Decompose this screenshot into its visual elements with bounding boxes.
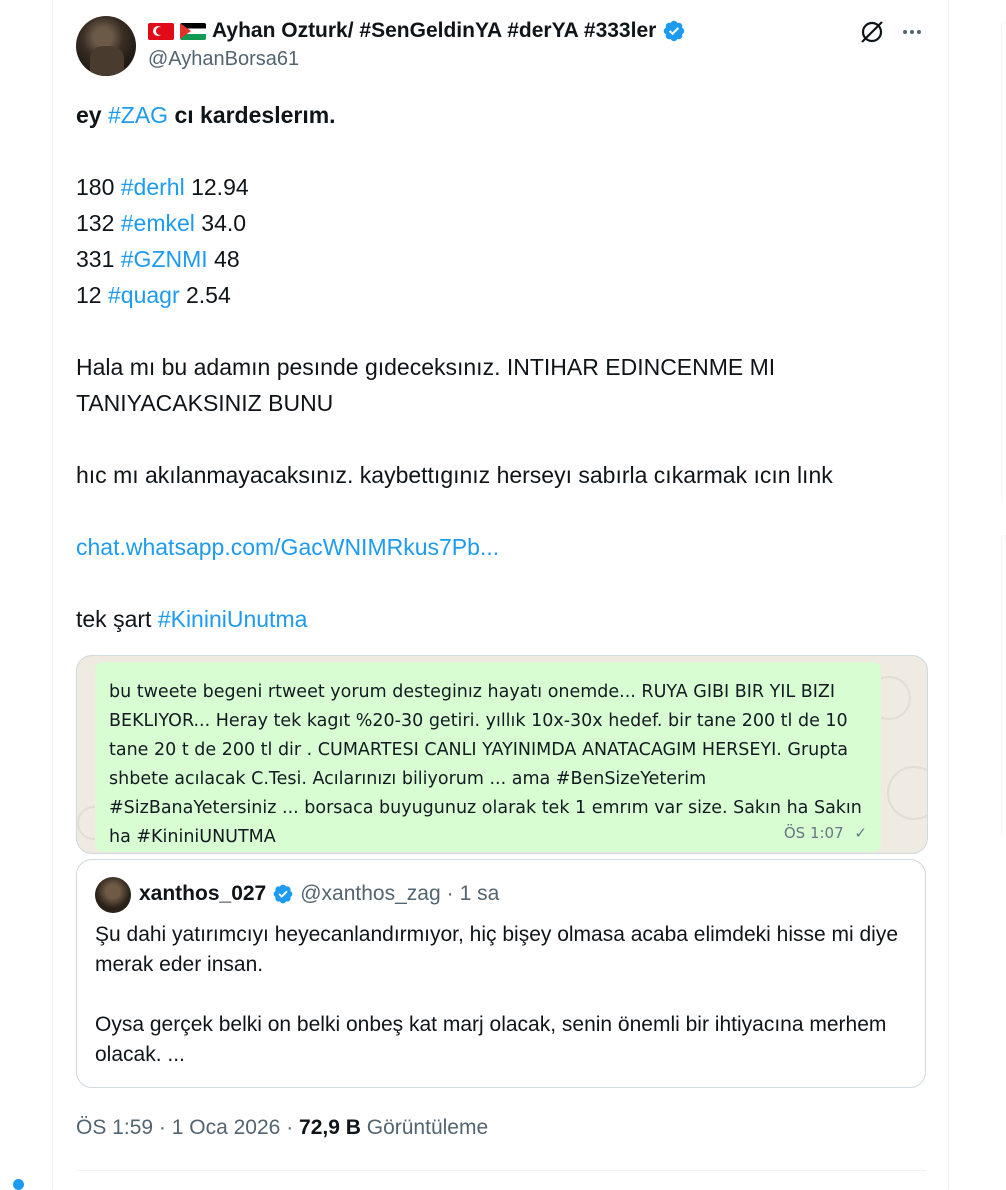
separator: · — [446, 882, 454, 905]
hashtag-link[interactable]: #emkel — [120, 210, 195, 236]
hashtag-link[interactable]: #ZAG — [107, 102, 169, 128]
palestine-flag-icon — [180, 23, 206, 40]
quoted-text — [95, 920, 905, 1070]
hashtag-link[interactable]: #KininiUnutma — [157, 606, 308, 632]
stock-price: 2.54 — [179, 282, 231, 308]
quoted-paragraph: Şu dahi yatırımcıyı heyecanlandırmıyor, hiç bişey olmasa acaba elimdeki hisse mi diye merak eder insan. — [95, 923, 899, 976]
stock-qty: 132 — [76, 210, 121, 236]
hashtag-link[interactable]: #derhl — [120, 174, 185, 200]
doodle — [887, 766, 928, 820]
whatsapp-link[interactable]: chat.whatsapp.com/GacWNIMRkus7Pb... — [76, 534, 500, 560]
hashtag-link[interactable]: #quagr — [107, 282, 180, 308]
quoted-tweet[interactable] — [76, 859, 926, 1088]
separator: · — [158, 1116, 166, 1139]
quoted-paragraph: Oysa gerçek belki on belki onbeş kat marj olacak, senin önemli bir ihtiyacına merhem olacak. ... — [95, 1013, 887, 1066]
tweet-time[interactable]: ÖS 1:59 — [76, 1116, 154, 1139]
stock-price: 12.94 — [184, 174, 249, 200]
quoted-age: 1 sa — [459, 882, 500, 905]
stock-price: 48 — [207, 246, 240, 272]
grok-icon[interactable] — [858, 18, 886, 46]
text: tek şart — [76, 606, 158, 632]
turkey-flag-icon — [148, 23, 174, 40]
divider — [76, 1170, 926, 1171]
sidebar-card-edge — [1001, 22, 1006, 501]
notification-dot — [13, 1179, 24, 1190]
text: ey — [76, 102, 108, 128]
author-name[interactable] — [148, 17, 686, 45]
stock-qty: 12 — [76, 282, 108, 308]
stock-qty: 180 — [76, 174, 121, 200]
quoted-header — [139, 882, 499, 906]
quoted-handle: @xanthos_zag — [300, 882, 441, 905]
stock-line — [76, 277, 936, 313]
quoted-avatar — [95, 877, 131, 913]
tweet-paragraph: Hala mı bu adamın pesınde gıdeceksınız. INTIHAR EDINCENME MI TANIYACAKSINIZ BUNU — [76, 354, 776, 416]
attached-image[interactable] — [76, 655, 928, 854]
stock-line — [76, 169, 936, 205]
check-icon: ✓ — [854, 824, 867, 842]
display-name[interactable]: Ayhan Ozturk/ #SenGeldinYA #derYA #333ler — [212, 19, 657, 42]
stock-line — [76, 241, 936, 277]
hashtag-link[interactable]: #GZNMI — [120, 246, 208, 272]
message-time-text: ÖS 1:07 — [783, 824, 844, 842]
separator: · — [286, 1116, 294, 1139]
verified-badge-icon — [662, 19, 686, 43]
stock-qty: 331 — [76, 246, 121, 272]
stock-list — [76, 169, 936, 313]
view-count: 72,9 B — [299, 1116, 361, 1139]
view-label: Görüntüleme — [366, 1116, 489, 1139]
more-options-icon[interactable] — [898, 18, 926, 46]
quoted-name: xanthos_027 — [139, 882, 267, 905]
tweet-paragraph: hıc mı akılanmayacaksınız. kaybettıgınız herseyı sabırla cıkarmak ıcın lınk — [76, 462, 833, 488]
verified-badge-icon — [272, 883, 294, 905]
message-time — [784, 819, 867, 848]
tweet-last-line — [76, 601, 936, 637]
stock-line — [76, 205, 936, 241]
sidebar-card-edge — [1001, 535, 1006, 836]
avatar[interactable] — [76, 16, 136, 76]
tweet-meta — [76, 1116, 488, 1140]
text: cı kardeslerım. — [168, 102, 336, 128]
tweet-line-1 — [76, 97, 936, 133]
stock-price: 34.0 — [194, 210, 247, 236]
author-handle[interactable]: @AyhanBorsa61 — [148, 48, 300, 70]
tweet-date[interactable]: 1 Oca 2026 — [171, 1116, 281, 1139]
whatsapp-message-bubble — [95, 662, 881, 852]
whatsapp-message: bu tweete begeni rtweet yorum desteginız hayatı onemde... RUYA GIBI BIR YIL BIZI BEKLIYOR... Heray tek kagıt %20-30 getiri. yıllık 10x-30x hedef. bir tane 200 tl de 10 tane 20 t de 200 tl dir . CUMARTESI CANLI YAYINIMDA ANATACAGIM HERSEYI. Grupta shbete acılacak C.Tesi. Acılarınızı biliyorum ... ama #BenSizeYeterim #SizBanaYetersiniz ... borsaca buyugunuz olarak tek 1 emrım var size. Sakın ha Sakın ha #KininiUNUTMA — [109, 682, 862, 847]
